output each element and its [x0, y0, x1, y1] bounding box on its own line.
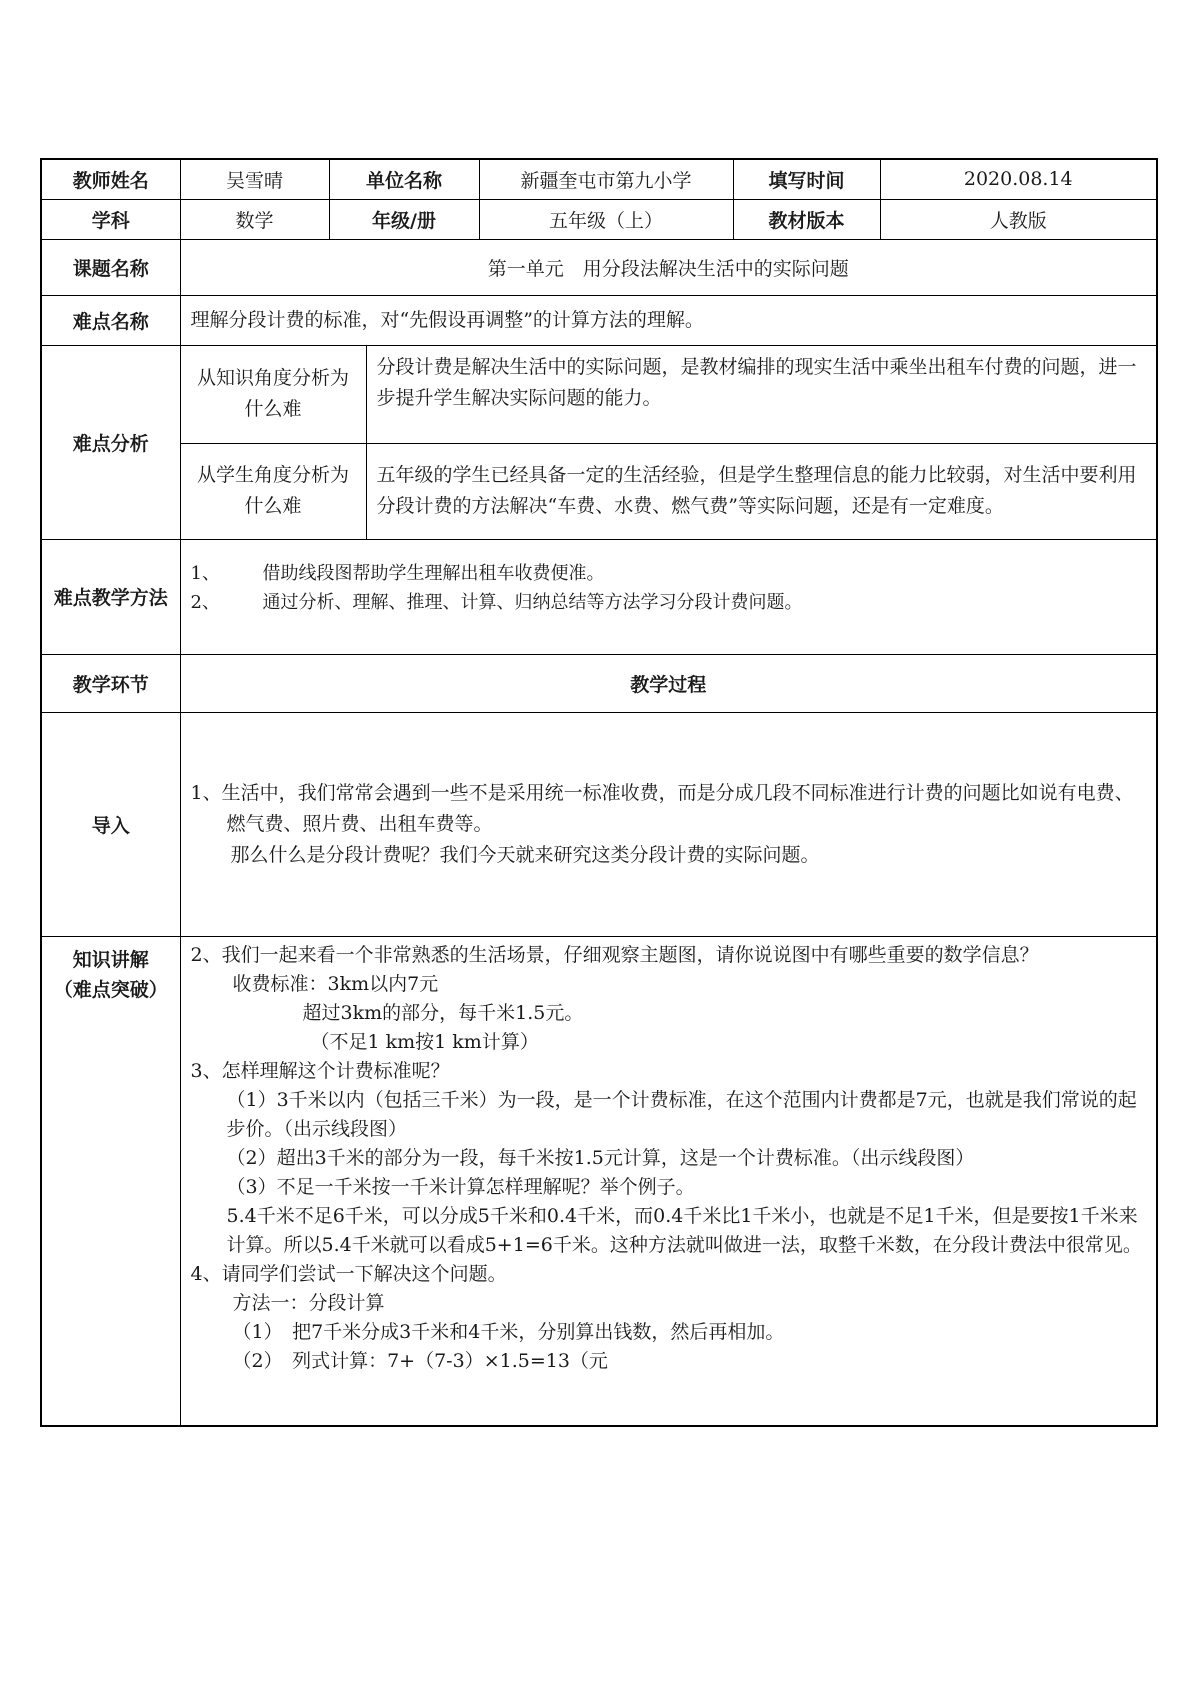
intro-row	[41, 712, 1157, 936]
grade-label: 年级/册	[329, 199, 479, 239]
teacher-name-label: 教师姓名	[41, 159, 180, 199]
explain-line: 收费标准：3km以内7元	[232, 972, 439, 995]
difficulty-label: 难点名称	[41, 295, 180, 345]
explain-line: 4、请同学们尝试一下解决这个问题。	[190, 1262, 507, 1285]
lesson-plan-table	[40, 158, 1158, 1427]
analysis-student-row	[41, 443, 1157, 539]
unit-name-value: 新疆奎屯市第九小学	[479, 159, 733, 199]
edition-value: 人教版	[880, 199, 1157, 239]
student-angle-label: 从学生角度分析为什么难	[180, 443, 366, 539]
methods-list	[180, 539, 1157, 654]
explain-row	[41, 936, 1157, 1426]
teacher-name-value: 吴雪晴	[180, 159, 329, 199]
unit-name-label: 单位名称	[329, 159, 479, 199]
difficulty-row	[41, 295, 1157, 345]
explain-line: 超过3km的部分，每千米1.5元。	[302, 1001, 584, 1024]
explain-label	[41, 936, 180, 1426]
explain-label-line2: （难点突破）	[53, 978, 168, 1001]
explain-line: 3、怎样理解这个计费标准呢？	[190, 1059, 450, 1082]
explain-line: （2） 列式计算：7+（7-3）×1.5=13（元	[232, 1349, 608, 1372]
explain-line: 5.4千米不足6千米，可以分成5千米和0.4千米，而0.4千米比1千米小，也就是不足1千米，但是要按1千米来计算。所以5.4千米就可以看成5+1=6千米。这种方法就叫做进一法，取整千米数，在分段计费法中很常见。	[226, 1204, 1142, 1256]
explain-line: 2、我们一起来看一个非常熟悉的生活场景，仔细观察主题图，请你说说图中有哪些重要的数学信息？	[190, 943, 1039, 966]
methods-row	[41, 539, 1157, 654]
method-item: 2、 通过分析、理解、推理、计算、归纳总结等方法学习分段计费问题。	[190, 591, 803, 613]
explain-line: （1） 把7千米分成3千米和4千米，分别算出钱数，然后再相加。	[232, 1320, 785, 1343]
topic-label: 课题名称	[41, 239, 180, 295]
explain-line: （不足1 km按1 km计算）	[310, 1030, 539, 1053]
intro-paragraph: 1、生活中，我们常常会遇到一些不是采用统一标准收费，而是分成几段不同标准进行计费的问题比如说有电费、燃气费、照片费、出租车费等。	[190, 781, 1134, 835]
explain-content	[180, 936, 1157, 1426]
explain-line: 方法一：分段计算	[232, 1291, 385, 1314]
process-header-row	[41, 654, 1157, 712]
fill-date-value: 2020.08.14	[880, 159, 1157, 199]
subject-label: 学科	[41, 199, 180, 239]
edition-label: 教材版本	[733, 199, 880, 239]
explain-line: （3）不足一千米按一千米计算怎样理解呢？举个例子。	[226, 1175, 695, 1198]
header-row-2	[41, 199, 1157, 239]
fill-date-label: 填写时间	[733, 159, 880, 199]
grade-value: 五年级（上）	[479, 199, 733, 239]
explain-label-line1: 知识讲解	[72, 948, 149, 971]
analysis-label: 难点分析	[41, 345, 180, 539]
explain-line: （1）3千米以内（包括三千米）为一段，是一个计费标准，在这个范围内计费都是7元，也就是我们常说的起步价。（出示线段图）	[226, 1088, 1137, 1140]
topic-value: 第一单元 用分段法解决生活中的实际问题	[180, 239, 1157, 295]
knowledge-angle-value: 分段计费是解决生活中的实际问题，是教材编排的现实生活中乘坐出租车付费的问题，进一步提升学生解决实际问题的能力。	[366, 345, 1157, 443]
topic-row	[41, 239, 1157, 295]
methods-label: 难点教学方法	[41, 539, 180, 654]
header-row-1	[41, 159, 1157, 199]
intro-content	[180, 712, 1157, 936]
intro-label: 导入	[41, 712, 180, 936]
analysis-knowledge-row	[41, 345, 1157, 443]
subject-value: 数学	[180, 199, 329, 239]
intro-question: 那么什么是分段计费呢？我们今天就来研究这类分段计费的实际问题。	[230, 843, 820, 866]
process-header: 教学过程	[180, 654, 1157, 712]
stage-header: 教学环节	[41, 654, 180, 712]
explain-line: （2）超出3千米的部分为一段，每千米按1.5元计算，这是一个计费标准。（出示线段图）	[226, 1146, 975, 1169]
difficulty-value: 理解分段计费的标准，对“先假设再调整”的计算方法的理解。	[180, 295, 1157, 345]
method-item: 1、 借助线段图帮助学生理解出租车收费便准。	[190, 562, 605, 584]
student-angle-value: 五年级的学生已经具备一定的生活经验，但是学生整理信息的能力比较弱，对生活中要利用分段计费的方法解决“车费、水费、燃气费”等实际问题，还是有一定难度。	[366, 443, 1157, 539]
knowledge-angle-label: 从知识角度分析为什么难	[180, 345, 366, 443]
